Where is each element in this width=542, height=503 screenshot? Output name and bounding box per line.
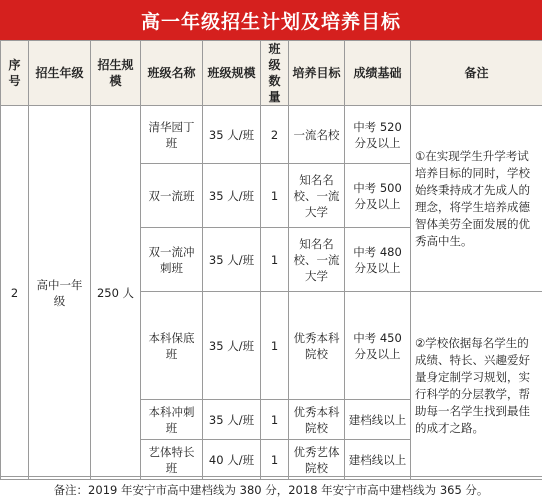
class-count: 1 xyxy=(261,164,289,228)
class-name: 本科保底班 xyxy=(141,292,203,400)
class-size: 40 人/班 xyxy=(203,440,261,480)
class-size: 35 人/班 xyxy=(203,400,261,440)
header-class-count: 班级数量 xyxy=(261,41,289,106)
class-size: 35 人/班 xyxy=(203,228,261,292)
class-name: 艺体特长班 xyxy=(141,440,203,480)
class-count: 1 xyxy=(261,292,289,400)
header-row xyxy=(1,41,542,106)
grade-cell: 高中一年级 xyxy=(29,106,91,480)
class-goal: 知名名校、一流大学 xyxy=(289,228,345,292)
class-name: 双一流班 xyxy=(141,164,203,228)
class-size: 35 人/班 xyxy=(203,164,261,228)
class-score: 建档线以上 xyxy=(345,440,411,480)
class-count: 1 xyxy=(261,228,289,292)
note-1: ①在实现学生升学考试培养目标的同时，学校始终秉持成才先成人的理念，将学生培养成德智体美劳全面发展的优秀高中生。 xyxy=(411,106,542,292)
header-class-size: 班级规模 xyxy=(203,41,261,106)
class-count: 1 xyxy=(261,400,289,440)
page-title: 高一年级招生计划及培养目标 xyxy=(0,0,542,40)
class-score: 中考 450 分及以上 xyxy=(345,292,411,400)
header-score: 成绩基础 xyxy=(345,41,411,106)
class-count: 2 xyxy=(261,106,289,164)
class-goal: 优秀本科院校 xyxy=(289,400,345,440)
class-size: 35 人/班 xyxy=(203,292,261,400)
class-goal: 优秀本科院校 xyxy=(289,292,345,400)
class-name: 清华园丁班 xyxy=(141,106,203,164)
class-score: 中考 500 分及以上 xyxy=(345,164,411,228)
class-goal: 优秀艺体院校 xyxy=(289,440,345,480)
class-goal: 知名名校、一流大学 xyxy=(289,164,345,228)
class-score: 中考 480 分及以上 xyxy=(345,228,411,292)
header-grade: 招生年级 xyxy=(29,41,91,106)
class-score: 中考 520 分及以上 xyxy=(345,106,411,164)
header-scale: 招生规模 xyxy=(91,41,141,106)
footer-note: 备注：2019 年安宁市高中建档线为 380 分，2018 年安宁市高中建档线为 365 分。 xyxy=(0,476,542,503)
class-name: 本科冲刺班 xyxy=(141,400,203,440)
header-goal: 培养目标 xyxy=(289,41,345,106)
scale-cell: 250 人 xyxy=(91,106,141,480)
header-class-name: 班级名称 xyxy=(141,41,203,106)
class-goal: 一流名校 xyxy=(289,106,345,164)
row-index: 2 xyxy=(1,106,29,480)
class-score: 建档线以上 xyxy=(345,400,411,440)
table-row xyxy=(1,106,542,164)
class-name: 双一流冲刺班 xyxy=(141,228,203,292)
note-2: ②学校依据每名学生的成绩、特长、兴趣爱好量身定制学习规划，实行科学的分层教学，帮助每一名学生找到最佳的成才之路。 xyxy=(411,292,542,480)
enrollment-table xyxy=(0,40,542,480)
header-note: 备注 xyxy=(411,41,542,106)
class-size: 35 人/班 xyxy=(203,106,261,164)
class-count: 1 xyxy=(261,440,289,480)
header-index: 序号 xyxy=(1,41,29,106)
